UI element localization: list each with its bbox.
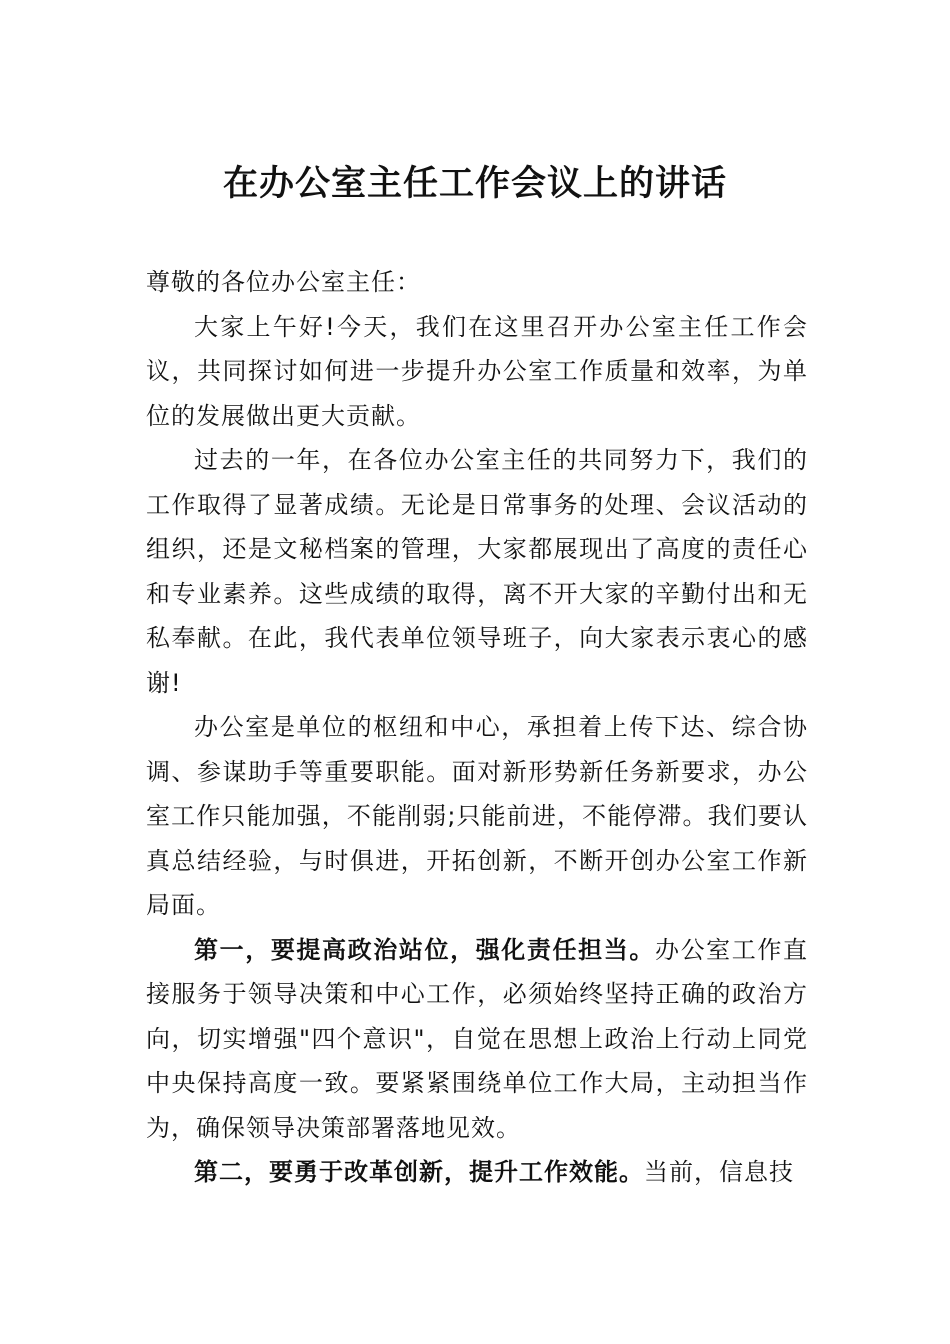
document-title: 在办公室主任工作会议上的讲话: [222, 163, 727, 204]
document-body: [146, 260, 808, 1195]
paragraph-lead: 第一，要提高政治站位，强化责任担当。: [194, 935, 655, 964]
paragraph-text: 当前，信息技: [644, 1158, 794, 1186]
paragraph-point-one: [146, 928, 808, 1151]
paragraph-lead: 第二，要勇于改革创新，提升工作效能。: [194, 1158, 644, 1186]
paragraph-point-two: [146, 1150, 808, 1195]
paragraph-text: 大家上午好!今天，我们在这里召开办公室主任工作会议，共同探讨如何进一步提升办公室工作质量和效率，为单位的发展做出更大贡献。: [146, 312, 808, 430]
paragraph-achievements: [146, 438, 808, 705]
paragraph-office-role: [146, 705, 808, 928]
paragraph-greeting: [146, 305, 808, 439]
salutation: 尊敬的各位办公室主任：: [146, 268, 421, 296]
paragraph-text: 办公室工作直接服务于领导决策和中心工作，必须始终坚持正确的政治方向，切实增强"四个意识"，自觉在思想上政治上行动上同党中央保持高度一致。要紧紧围绕单位工作大局，主动担当作为，确保领导决策部署落地见效。: [146, 935, 809, 1142]
paragraph-text: 办公室是单位的枢纽和中心，承担着上传下达、综合协调、参谋助手等重要职能。面对新形势新任务新要求，办公室工作只能加强，不能削弱;只能前进，不能停滞。我们要认真总结经验，与时俱进，开拓创新，不断开创办公室工作新局面。: [146, 713, 808, 919]
paragraph-text: 过去的一年，在各位办公室主任的共同努力下，我们的工作取得了显著成绩。无论是日常事务的处理、会议活动的组织，还是文秘档案的管理，大家都展现出了高度的责任心和专业素养。这些成绩的取得，离不开大家的辛勤付出和无私奉献。在此，我代表单位领导班子，向大家表示衷心的感谢!: [146, 446, 808, 697]
